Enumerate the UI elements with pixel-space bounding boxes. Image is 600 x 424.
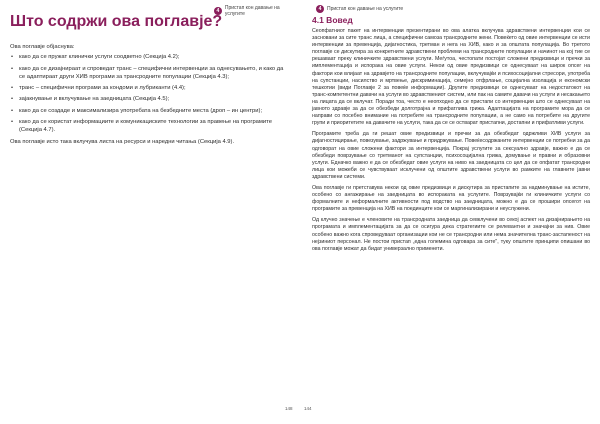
chapter-contents-body <box>10 43 288 148</box>
contents-list-item: • зајакнување и вклучување на заедницата (Секција 4.5); <box>10 95 288 103</box>
contents-list-item: • како да се создаде и максимализира употребата на безбедните места (дроп – ин центри); <box>10 107 288 115</box>
running-header-text: Пристап кон давање на услугите <box>327 6 404 12</box>
running-header-text: Пристап кон давање на услугите <box>224 5 280 17</box>
chapter-badge: 4 <box>214 7 222 15</box>
running-header <box>214 5 300 17</box>
section-body <box>312 28 590 257</box>
running-header <box>316 5 403 13</box>
right-page <box>300 0 600 424</box>
chapter-contents-title: Што содржи ова поглавје? <box>10 13 223 30</box>
body-paragraph: Од клучно значење е членовите на трансродната заедница да севклучени во секој аспект на дизајнирањето на програмата и имплементацијата за да се осигура дека стратегиите се релевантни и значајни за нив. Овие особено важно кога спроведуваат организации кои не се трансродни или нема значителна транс-застапеност на нејзиниот персонал. Не постои пристап „една големина одговара за сите", туку општите принципи опишани во ова поглавје можат да бидат универзално применети. <box>312 217 590 252</box>
contents-list-item: • транс – специфични програми за кондоми и лубриканти (4.4); <box>10 84 288 92</box>
body-paragraph: Ова поглавје ги претставува некои од овие предизвици и дискутира за пристапите за надминување на истите, особено со ангажирање на заедницата во испораката на услугите. Поврзувајќи ги клиничките услуги со формалните и неформалните активности под водство на заедницата, можно е да се прошири опсегот на програмите за превенција на ХИВ на поединците кои се маргинализирани и неуслужени. <box>312 184 590 213</box>
page-number: 144 <box>304 406 312 411</box>
contents-list-item: • како да се користат информациите и комуникациските технологии за правење на програмите (Секција 4.7). <box>10 118 288 135</box>
body-paragraph: Програмите треба да ги решат овие предизвици и пречки за да обезбедат одржливи ХИВ услуги за дијагностицирање, повезување, задржување и придржување. Повеќесодржаните интервенции се потребни за да одговорат на овие сложени фактори за интервенција. Покрај услугите за сексуално здравје, важно е да се обезбеди поврзување со третманот на супстанции, психосоцијална грижа, домување и правни и образовни услуги. Едначко важно е да се обезбедат овие услуги на ниво на заедницата со цел да се опфатат трансродни лица кои можеби се чувствуваат исклучени од општите здравствени услуги во рамките на главните јавни здравствени системи. <box>312 131 590 180</box>
chapter-badge: 4 <box>316 5 324 13</box>
contents-list-item: • како да се дизајнираат и спроведат транс – специфични интервенции за однесувањето, и како да се адаптираат други ХИВ програми за трансродните популации (Секција 4.3); <box>10 65 288 82</box>
section-title: 4.1 Вовед <box>312 15 353 25</box>
contents-outro: Ова поглавје исто така вклучува листа на ресурси и наредни читања (Секција 4.9). <box>10 138 235 145</box>
body-paragraph: Сеопфатниот пакет на интервенции презентирани во ова алатка вклучува здравствени интервенции кои се засновани за сите транс лица, а специфични самоза трансродните жени. Повеќето од овие интервенции се исти интервенции за превенција, дијагностика, третман и нега на ХИВ, како и за општата популација. Во третото поглавје се дискутира за конкретните здравствени проблеми на трансродните популации и начинот на кој тие се решаваат преку клиничките здравствени услуги. Меѓутоа, честопати постојат сложени предизвици и пречки за имплементација и испорака на овие услуги. Некои од овие предизвици се однесуваат на широк опсег на фактори кои влијаат на здравјето на трансродните популации, вклучувајќи и психосоцијални стресори, употреба на супстанции, насилство и мртвење, дискриминација, семејно отфрлање, социјална изолација и економски тешкотии (види Поглавје 2 за повеќе информации). Другите предизвици се однесуваат на недостатокот на транс-компетентни давачи на услуги во здравствениот систем, или пак на самите давачи на услуги и несакањето на лицата да се вклучат. Поради тоа, често е неопходно да се пристапи со интервенции што се однесуваат на јавното здравје за да се обезбеди долготрајна и прифатлива грижа. Адаптацијата на програмите мора да се направи со посебно внимание на потребите на трансродните популации, а не само на потребите на другите групи и приоритетите на давачите на услуги, така да се се остварат пристапни, достапни и прифатливи услуги. <box>312 28 590 127</box>
contents-list <box>10 53 288 134</box>
contents-intro: Ова поглавје објаснува: <box>10 44 75 50</box>
contents-list-item: • како да се пружат клинички услуги соодветно (Секција 4.2); <box>10 53 288 61</box>
page-number: 148 <box>285 406 293 411</box>
